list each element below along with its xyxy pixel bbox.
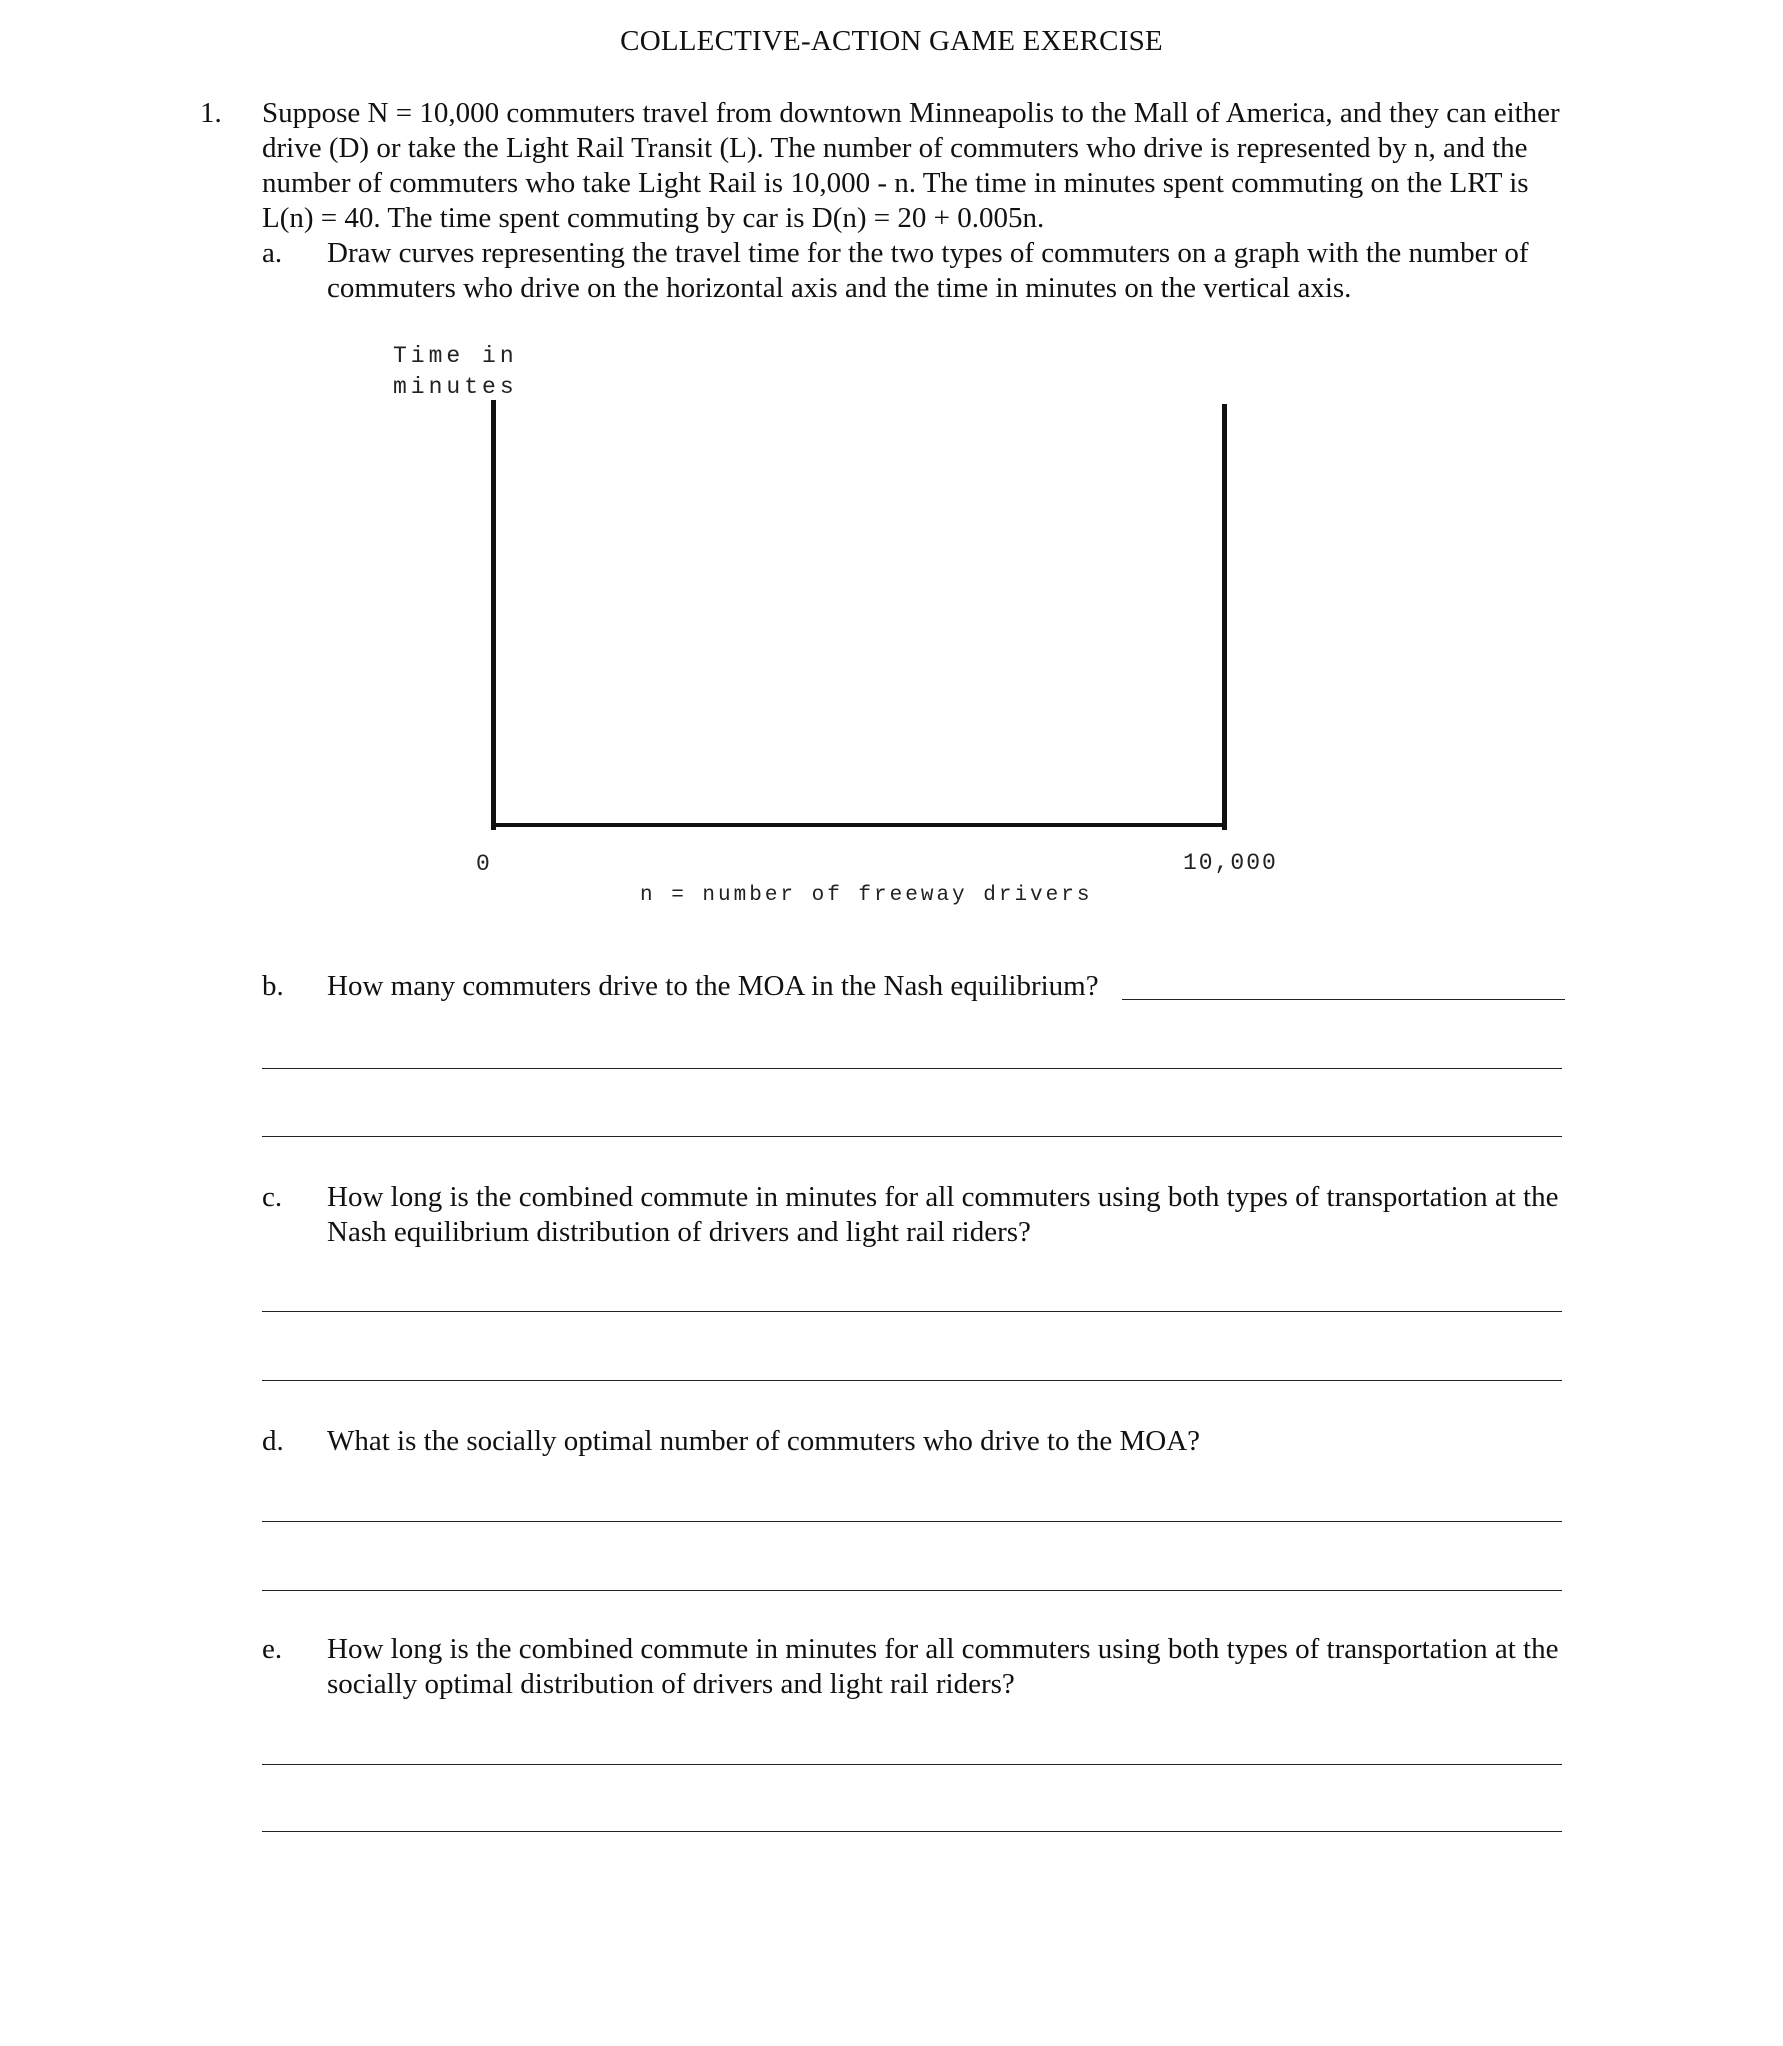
x-tick-label-min: 0 [476, 851, 494, 877]
part-c-label: c. [262, 1181, 283, 1213]
part-c-line: How long is the combined commute in minutes for all commuters using both types of transportation at the [327, 1181, 1559, 1213]
x-tick-label-max: 10,000 [1183, 850, 1278, 876]
answer-line[interactable] [262, 1764, 1562, 1765]
question-line: number of commuters who take Light Rail is 10,000 - n. The time in minutes spent commuting on the LRT is [262, 167, 1529, 199]
part-a-text [327, 236, 1607, 306]
y-axis-label-line2: minutes [393, 374, 518, 400]
part-d-label: d. [262, 1425, 284, 1457]
part-a-line: Draw curves representing the travel time for the two types of commuters on a graph with the number of [327, 237, 1529, 269]
answer-line[interactable] [262, 1068, 1562, 1069]
part-c-text [327, 1180, 1607, 1250]
part-c-line: Nash equilibrium distribution of drivers and light rail riders? [327, 1216, 1031, 1248]
part-e-text [327, 1632, 1607, 1702]
answer-line[interactable] [262, 1831, 1562, 1832]
question-line: L(n) = 40. The time spent commuting by car is D(n) = 20 + 0.005n. [262, 202, 1045, 234]
part-b-text: How many commuters drive to the MOA in the Nash equilibrium? [327, 970, 1099, 1002]
answer-line[interactable] [262, 1380, 1562, 1381]
question-line: drive (D) or take the Light Rail Transit (L). The number of commuters who drive is represented by n, and the [262, 132, 1528, 164]
part-e-label: e. [262, 1633, 283, 1665]
part-e-line: socially optimal distribution of drivers and light rail riders? [327, 1668, 1015, 1700]
answer-line[interactable] [262, 1590, 1562, 1591]
part-b-label: b. [262, 970, 284, 1002]
part-d-text: What is the socially optimal number of commuters who drive to the MOA? [327, 1425, 1201, 1457]
y-axis-label-line1: Time in [393, 343, 518, 369]
question-number: 1. [200, 97, 222, 129]
part-e-line: How long is the combined commute in minutes for all commuters using both types of transportation at the [327, 1633, 1559, 1665]
part-a-label: a. [262, 237, 283, 269]
part-a-line: commuters who drive on the horizontal axis and the time in minutes on the vertical axis. [327, 272, 1352, 304]
right-vertical-axis [1222, 404, 1227, 830]
x-axis-label: n = number of freeway drivers [640, 884, 1093, 907]
answer-blank-b-inline[interactable] [1122, 999, 1565, 1000]
answer-line[interactable] [262, 1311, 1562, 1312]
left-vertical-axis [491, 400, 496, 830]
horizontal-axis [491, 823, 1227, 827]
question-text [262, 96, 1607, 236]
answer-line[interactable] [262, 1521, 1562, 1522]
answer-line[interactable] [262, 1136, 1562, 1137]
page-title: COLLECTIVE-ACTION GAME EXERCISE [620, 25, 1163, 57]
question-line: Suppose N = 10,000 commuters travel from downtown Minneapolis to the Mall of America, and they can either [262, 97, 1560, 129]
